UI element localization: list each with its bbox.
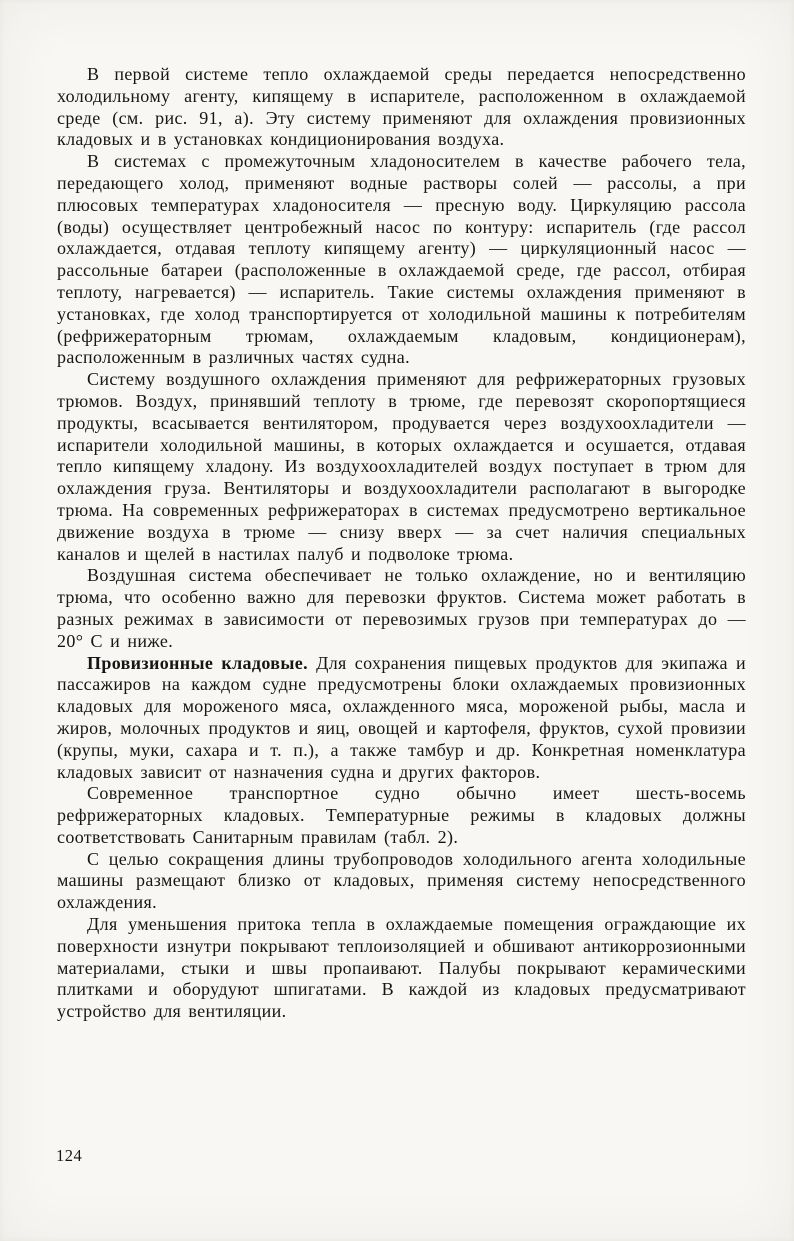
paragraph-text: Систему воздушного охлаждения применяют для рефрижераторных грузовых трюмов. Воздух, принявший теплоту в трюме, где перевозят скоропортящиеся продукты, всасывается вентилятором, продувается через воздухоохладители — испарители холодильной машины, в которых охлаждается и осушается, отдавая тепло кипящему хладону. Из воздухоохладителей воздух поступает в трюм для охлаждения груза. Вентиляторы и воздухоохладители располагают в выгородке трюма. На современных рефрижераторах в системах предусмотрено вертикальное движение воздуха в трюме — снизу вверх — за счет наличия специальных каналов и щелей в настилах палуб и подволоке трюма. (57, 369, 746, 564)
page-number: 124 (56, 1146, 83, 1165)
paragraph (57, 783, 746, 848)
paragraph-lead-bold: Провизионные кладовые. (87, 652, 317, 673)
paragraph-text: Воздушная система обеспечивает не только охлаждение, но и вентиляцию трюма, что особенно важно для перевозки фруктов. Система может работать в разных режимах в зависимости от перевозимых грузов при температурах до — 20° С и ниже. (57, 565, 746, 651)
paragraph-text: В системах с промежуточным хладоносителем в качестве рабочего тела, передающего холод, применяют водные растворы солей — рассолы, а при плюсовых температурах хладоносителя — пресную воду. Циркуляцию рассола (воды) осуществляет центробежный насос по контуру: испаритель (где рассол охлаждается, отдавая теплоту кипящему агенту) — циркуляционный насос — рассольные батареи (расположенные в охлаждаемой среде, где рассол, отбирая теплоту, нагревается) — испаритель. Такие системы охлаждения применяют в установках, где холод транспортируется от холодильной машины к потребителям (рефрижераторным трюмам, охлаждаемым кладовым, кондиционерам), расположенным в различных частях судна. (57, 151, 746, 368)
paragraph-text: Для уменьшения притока тепла в охлаждаемые помещения ограждающие их поверхности изнутри покрывают теплоизоляцией и обшивают антикоррозионными материалами, стыки и швы пропаивают. Палубы покрывают керамическими плитками и оборудуют шпигатами. В каждой из кладовых предусматривают устройство для вентиляции. (57, 914, 746, 1022)
paragraph (57, 151, 746, 369)
paragraph-text: Современное транспортное судно обычно имеет шесть-восемь рефрижераторных кладовых. Температурные режимы в кладовых должны соответствовать Санитарным правилам (табл. 2). (57, 783, 746, 847)
paragraph-text: В первой системе тепло охлаждаемой среды передается непосредственно холодильному агенту, кипящему в испарителе, расположенном в охлаждаемой среде (см. рис. 91, а). Эту систему применяют для охлаждения провизионных кладовых и в установках кондиционирования воздуха. (57, 64, 746, 150)
paragraph (57, 653, 746, 784)
paragraph (57, 565, 746, 652)
paragraph-text: Для сохранения пищевых продуктов для экипажа и пассажиров на каждом судне предусмотрены блоки охлаждаемых провизионных кладовых для мороженого мяса, охлажденного мяса, мороженой рыбы, масла и жиров, молочных продуктов и яиц, овощей и картофеля, фруктов, сухой провизии (крупы, муки, сахара и т. п.), а также тамбур и др. Конкретная номенклатура кладовых зависит от назначения судна и других факторов. (57, 652, 746, 782)
body-text (57, 64, 746, 1023)
paragraph (57, 914, 746, 1023)
paragraph (57, 64, 746, 151)
paragraph-text: С целью сокращения длины трубопроводов холодильного агента холодильные машины размещают близко от кладовых, применяя систему непосредственного охлаждения. (57, 848, 746, 913)
paragraph (57, 369, 746, 565)
paragraph (57, 849, 746, 914)
